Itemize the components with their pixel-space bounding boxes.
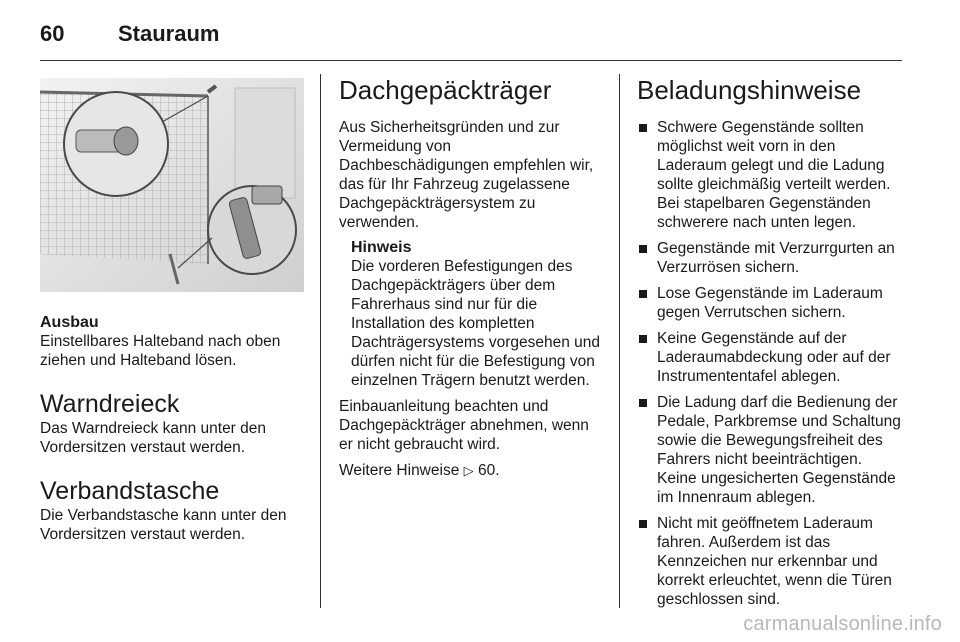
dachgepaecktraeger-intro: Aus Sicherheitsgründen und zur Vermeidung von Dachbeschädigungen empfehlen wir, das für Ihr Fahrzeug zugelassene Dachgepäckträgersystem zu verwenden. xyxy=(339,119,594,231)
cargo-net-photo xyxy=(40,78,304,292)
header-rule xyxy=(40,60,902,61)
install-text: Einbauanleitung beachten und Dachgepäckträger abnehmen, wenn er nicht gebraucht wird. xyxy=(339,398,589,453)
bullet-square-icon xyxy=(639,124,647,132)
note-box xyxy=(351,238,605,390)
warndreieck-heading: Warndreieck xyxy=(40,390,180,418)
page-number: 60 xyxy=(40,21,65,46)
bullet-square-icon xyxy=(639,335,647,343)
ausbau-text: Einstellbares Halteband nach oben ziehen und Halteband lösen. xyxy=(40,333,281,369)
list-item: Schwere Gegenstände sollten möglichst weit vorn in den Laderaum gelegt und die Ladung sollte gleichmäßig verteilt werden. Bei stapelbaren Gegenständen schwerere nach unten legen. xyxy=(637,118,903,232)
list-item: Gegenstände mit Verzurrgurten an Verzurrösen sichern. xyxy=(637,239,903,277)
list-item: Die Ladung darf die Bedienung der Pedale, Parkbremse und Schaltung sowie die Bewegungsfreiheit des Fahrers nicht beeinträchtigen. Keine ungesicherten Gegenstände im Innenraum ablegen. xyxy=(637,393,903,507)
bullet-square-icon xyxy=(639,245,647,253)
more-info-text: Weitere Hinweise xyxy=(339,462,460,479)
column-divider-1 xyxy=(320,74,321,608)
bullet-square-icon xyxy=(639,520,647,528)
note-text: Die vorderen Befestigungen des Dachgepäckträgers über dem Fahrerhaus sind nur für die Installation des kompletten Dachträgersystems vorgesehen und dürfen nicht für die Befestigung von einzelnen Trägern benutzt werden. xyxy=(351,258,600,389)
ausbau-heading: Ausbau xyxy=(40,314,99,331)
middle-column xyxy=(339,74,605,480)
dachgepaecktraeger-heading: Dachgepäckträger xyxy=(339,75,552,105)
column-divider-2 xyxy=(619,74,620,608)
list-item: Lose Gegenstände im Laderaum gegen Verrutschen sichern. xyxy=(637,284,903,322)
watermark-link[interactable]: carmanualsonline.info xyxy=(743,613,942,635)
page-header xyxy=(40,18,219,50)
bullet-square-icon xyxy=(639,290,647,298)
left-column xyxy=(40,74,306,544)
cargo-net-illustration xyxy=(40,78,304,292)
beladungshinweise-heading: Beladungshinweise xyxy=(637,75,862,105)
page-ref-arrow-icon: ▷ xyxy=(463,463,474,478)
loading-tips-list xyxy=(637,118,903,609)
more-info-ref: 60. xyxy=(477,462,500,479)
verbandstasche-text: Die Verbandstasche kann unter den Vordersitzen verstaut werden. xyxy=(40,507,287,543)
warndreieck-text: Das Warndreieck kann unter den Vordersitzen verstaut werden. xyxy=(40,420,267,456)
more-info xyxy=(339,461,605,480)
list-item: Nicht mit geöffnetem Laderaum fahren. Außerdem ist das Kennzeichen nur erkennbar und korrekt erleuchtet, wenn die Türen geschlossen sind. xyxy=(637,514,903,609)
page-title: Stauraum xyxy=(118,21,220,46)
note-heading: Hinweis xyxy=(351,239,412,256)
bullet-square-icon xyxy=(639,399,647,407)
right-column xyxy=(637,74,903,616)
verbandstasche-heading: Verbandstasche xyxy=(40,477,220,505)
list-item: Keine Gegenstände auf der Laderaumabdeckung oder auf der Instrumententafel ablegen. xyxy=(637,329,903,386)
